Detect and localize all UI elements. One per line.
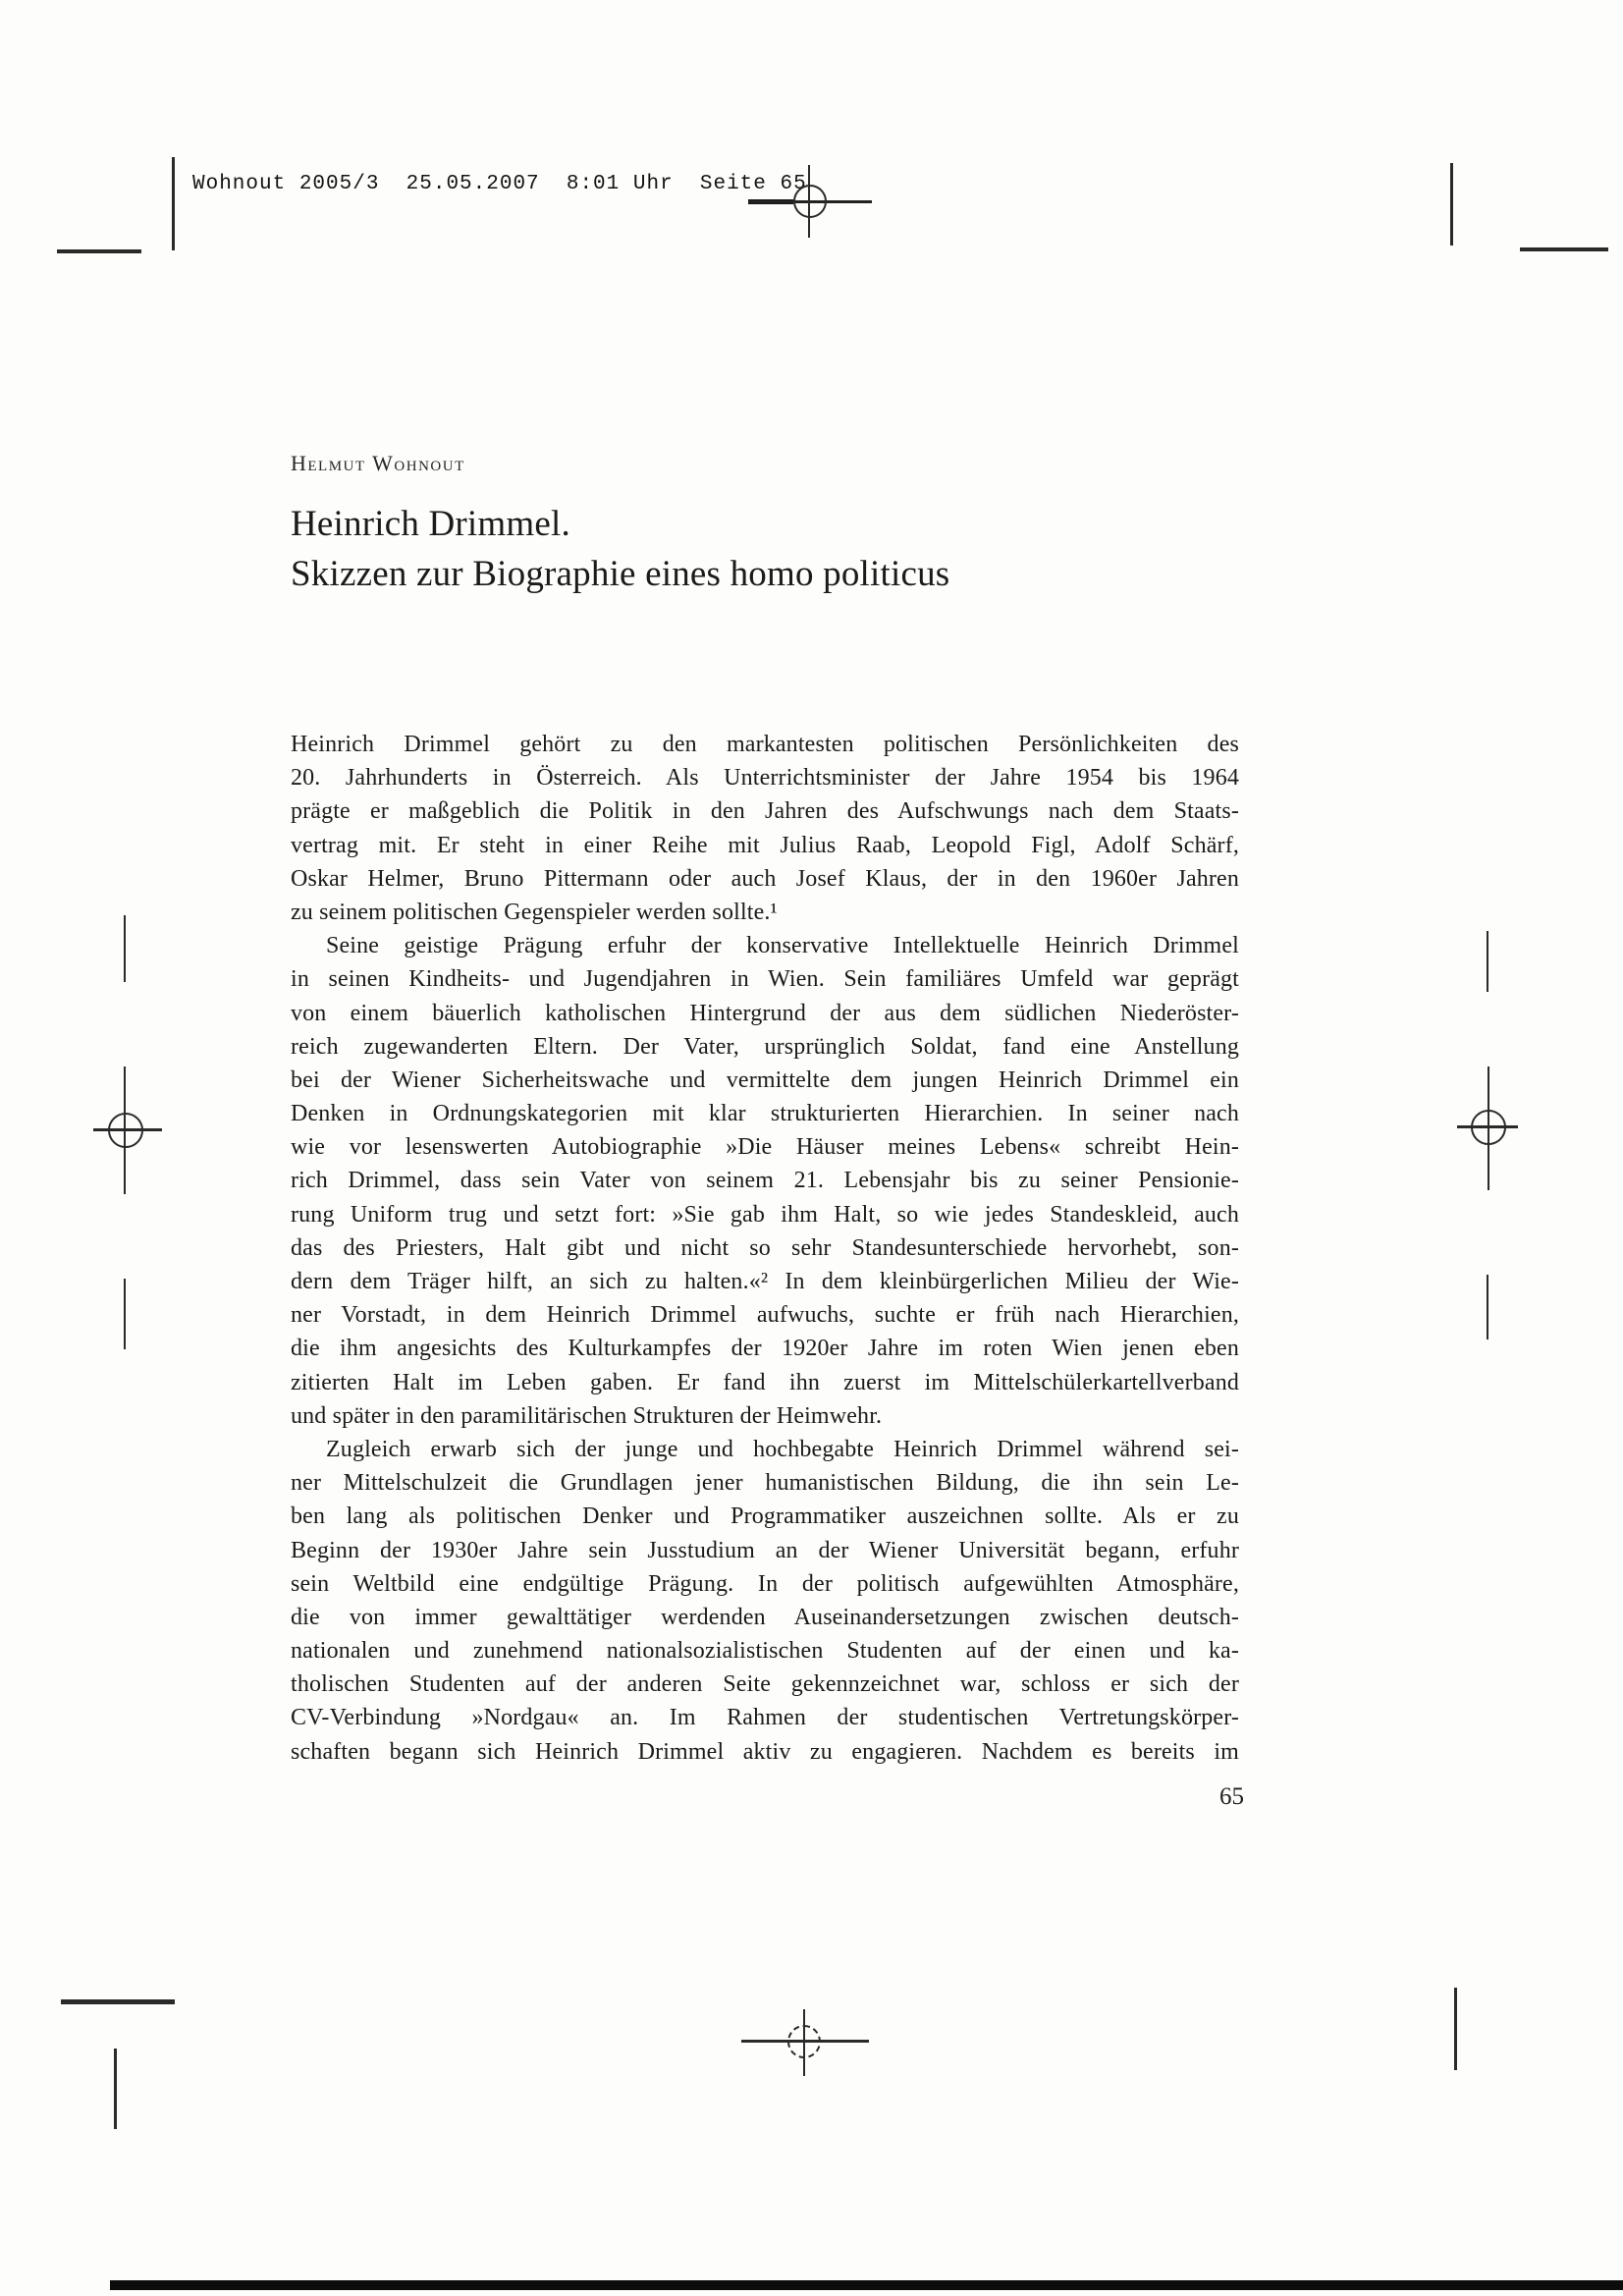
- crop-mark-icon: [114, 2049, 117, 2129]
- text-line: dern dem Träger hilft, an sich zu halten.«² In dem kleinbürgerlichen Milieu der Wie-: [291, 1269, 1239, 1294]
- print-job-header: Wohnout 2005/3 25.05.2007 8:01 Uhr Seite 65: [192, 173, 807, 195]
- paragraph: [291, 1433, 1239, 1769]
- text-line: sein Weltbild eine endgültige Prägung. In der politisch aufgewühlten Atmosphäre,: [291, 1570, 1239, 1597]
- text-line: zu seinem politischen Gegenspieler werden sollte.¹: [291, 899, 778, 925]
- registration-mark-icon: [741, 163, 874, 238]
- text-line: nationalen und zunehmend nationalsozialistischen Studenten auf der einen und ka-: [291, 1638, 1239, 1665]
- text-line: rich Drimmel, dass sein Vater von seinem 21. Lebensjahr bis zu seiner Pensionie-: [291, 1168, 1239, 1194]
- text-line: Oskar Helmer, Bruno Pittermann oder auch Josef Klaus, der in den 1960er Jahren: [291, 865, 1239, 892]
- text-line: und später in den paramilitärischen Strukturen der Heimwehr.: [291, 1402, 883, 1429]
- text-line: Seine geistige Prägung erfuhr der konservative Intellektuelle Heinrich Drimmel: [326, 933, 1239, 959]
- text-line: die von immer gewalttätiger werdenden Auseinandersetzungen zwischen deutsch-: [291, 1604, 1239, 1630]
- registration-mark-icon: [93, 1066, 165, 1194]
- page-number: 65: [1219, 1783, 1244, 1810]
- article-title-line1: Heinrich Drimmel.: [291, 504, 570, 544]
- text-line: die ihm angesichts des Kulturkampfes der 1920er Jahre im roten Wien jenen eben: [291, 1336, 1239, 1362]
- text-line: ben lang als politischen Denker und Programmatiker auszeichnen sollte. Als er zu: [291, 1503, 1239, 1530]
- article-body: [291, 728, 1239, 1769]
- scan-edge-artifact: [110, 2280, 1623, 2290]
- registration-mark-icon: [741, 2009, 869, 2076]
- text-line: reich zugewanderten Eltern. Der Vater, ursprünglich Soldat, fand eine Anstellung: [291, 1033, 1239, 1060]
- text-line: Denken in Ordnungskategorien mit klar strukturierten Hierarchien. In seiner nach: [291, 1101, 1239, 1127]
- text-line: ner Mittelschulzeit die Grundlagen jener humanistischen Bildung, die ihn sein Le-: [291, 1470, 1239, 1497]
- article-title-line2: Skizzen zur Biographie eines homo politicus: [291, 554, 950, 594]
- text-line: Beginn der 1930er Jahre sein Jusstudium an der Wiener Universität begann, erfuhr: [291, 1537, 1239, 1563]
- author-name: Helmut Wohnout: [291, 451, 465, 475]
- text-line: CV-Verbindung »Nordgau« an. Im Rahmen der studentischen Vertretungskörper-: [291, 1705, 1239, 1731]
- crop-mark-icon: [172, 157, 175, 250]
- crop-mark-icon: [1450, 163, 1453, 246]
- text-line: bei der Wiener Sicherheitswache und vermittelte dem jungen Heinrich Drimmel ein: [291, 1066, 1239, 1093]
- text-line: Zugleich erwarb sich der junge und hochbegabte Heinrich Drimmel während sei-: [326, 1436, 1239, 1462]
- crop-mark-icon: [1520, 247, 1608, 251]
- text-line: Heinrich Drimmel gehört zu den markantesten politischen Persönlichkeiten des: [291, 732, 1239, 757]
- text-line: tholischen Studenten auf der anderen Seite gekennzeichnet war, schloss er sich der: [291, 1671, 1239, 1698]
- registration-mark-icon: [1457, 1066, 1518, 1190]
- text-line: wie vor lesenswerten Autobiographie »Die Häuser meines Lebens« schreibt Hein-: [291, 1134, 1239, 1161]
- crop-mark-icon: [57, 249, 141, 253]
- text-line: das des Priesters, Halt gibt und nicht so sehr Standesunterschiede hervorhebt, son-: [291, 1234, 1239, 1261]
- text-line: ner Vorstadt, in dem Heinrich Drimmel aufwuchs, suchte er früh nach Hierarchien,: [291, 1302, 1239, 1329]
- text-line: in seinen Kindheits- und Jugendjahren in Wien. Sein familiäres Umfeld war geprägt: [291, 966, 1239, 993]
- crop-mark-icon: [1487, 931, 1488, 992]
- text-line: 20. Jahrhunderts in Österreich. Als Unterrichtsminister der Jahre 1954 bis 1964: [291, 765, 1239, 792]
- text-line: prägte er maßgeblich die Politik in den Jahren des Aufschwungs nach dem Staats-: [291, 798, 1239, 825]
- paragraph: [291, 929, 1239, 1433]
- crop-mark-icon: [1454, 1988, 1457, 2070]
- text-line: zitierten Halt im Leben gaben. Er fand ihn zuerst im Mittelschülerkartellverband: [291, 1369, 1239, 1395]
- text-line: vertrag mit. Er steht in einer Reihe mit Julius Raab, Leopold Figl, Adolf Schärf,: [291, 832, 1239, 858]
- crop-mark-icon: [124, 915, 126, 982]
- crop-mark-icon: [61, 1999, 175, 2004]
- text-line: rung Uniform trug und setzt fort: »Sie gab ihm Halt, so wie jedes Standeskleid, auch: [291, 1201, 1239, 1228]
- text-line: von einem bäuerlich katholischen Hintergrund der aus dem südlichen Niederöster-: [291, 1000, 1239, 1026]
- text-line: schaften begann sich Heinrich Drimmel aktiv zu engagieren. Nachdem es bereits im: [291, 1738, 1239, 1765]
- crop-mark-icon: [1487, 1275, 1488, 1339]
- crop-mark-icon: [124, 1279, 126, 1349]
- paragraph: [291, 728, 1239, 929]
